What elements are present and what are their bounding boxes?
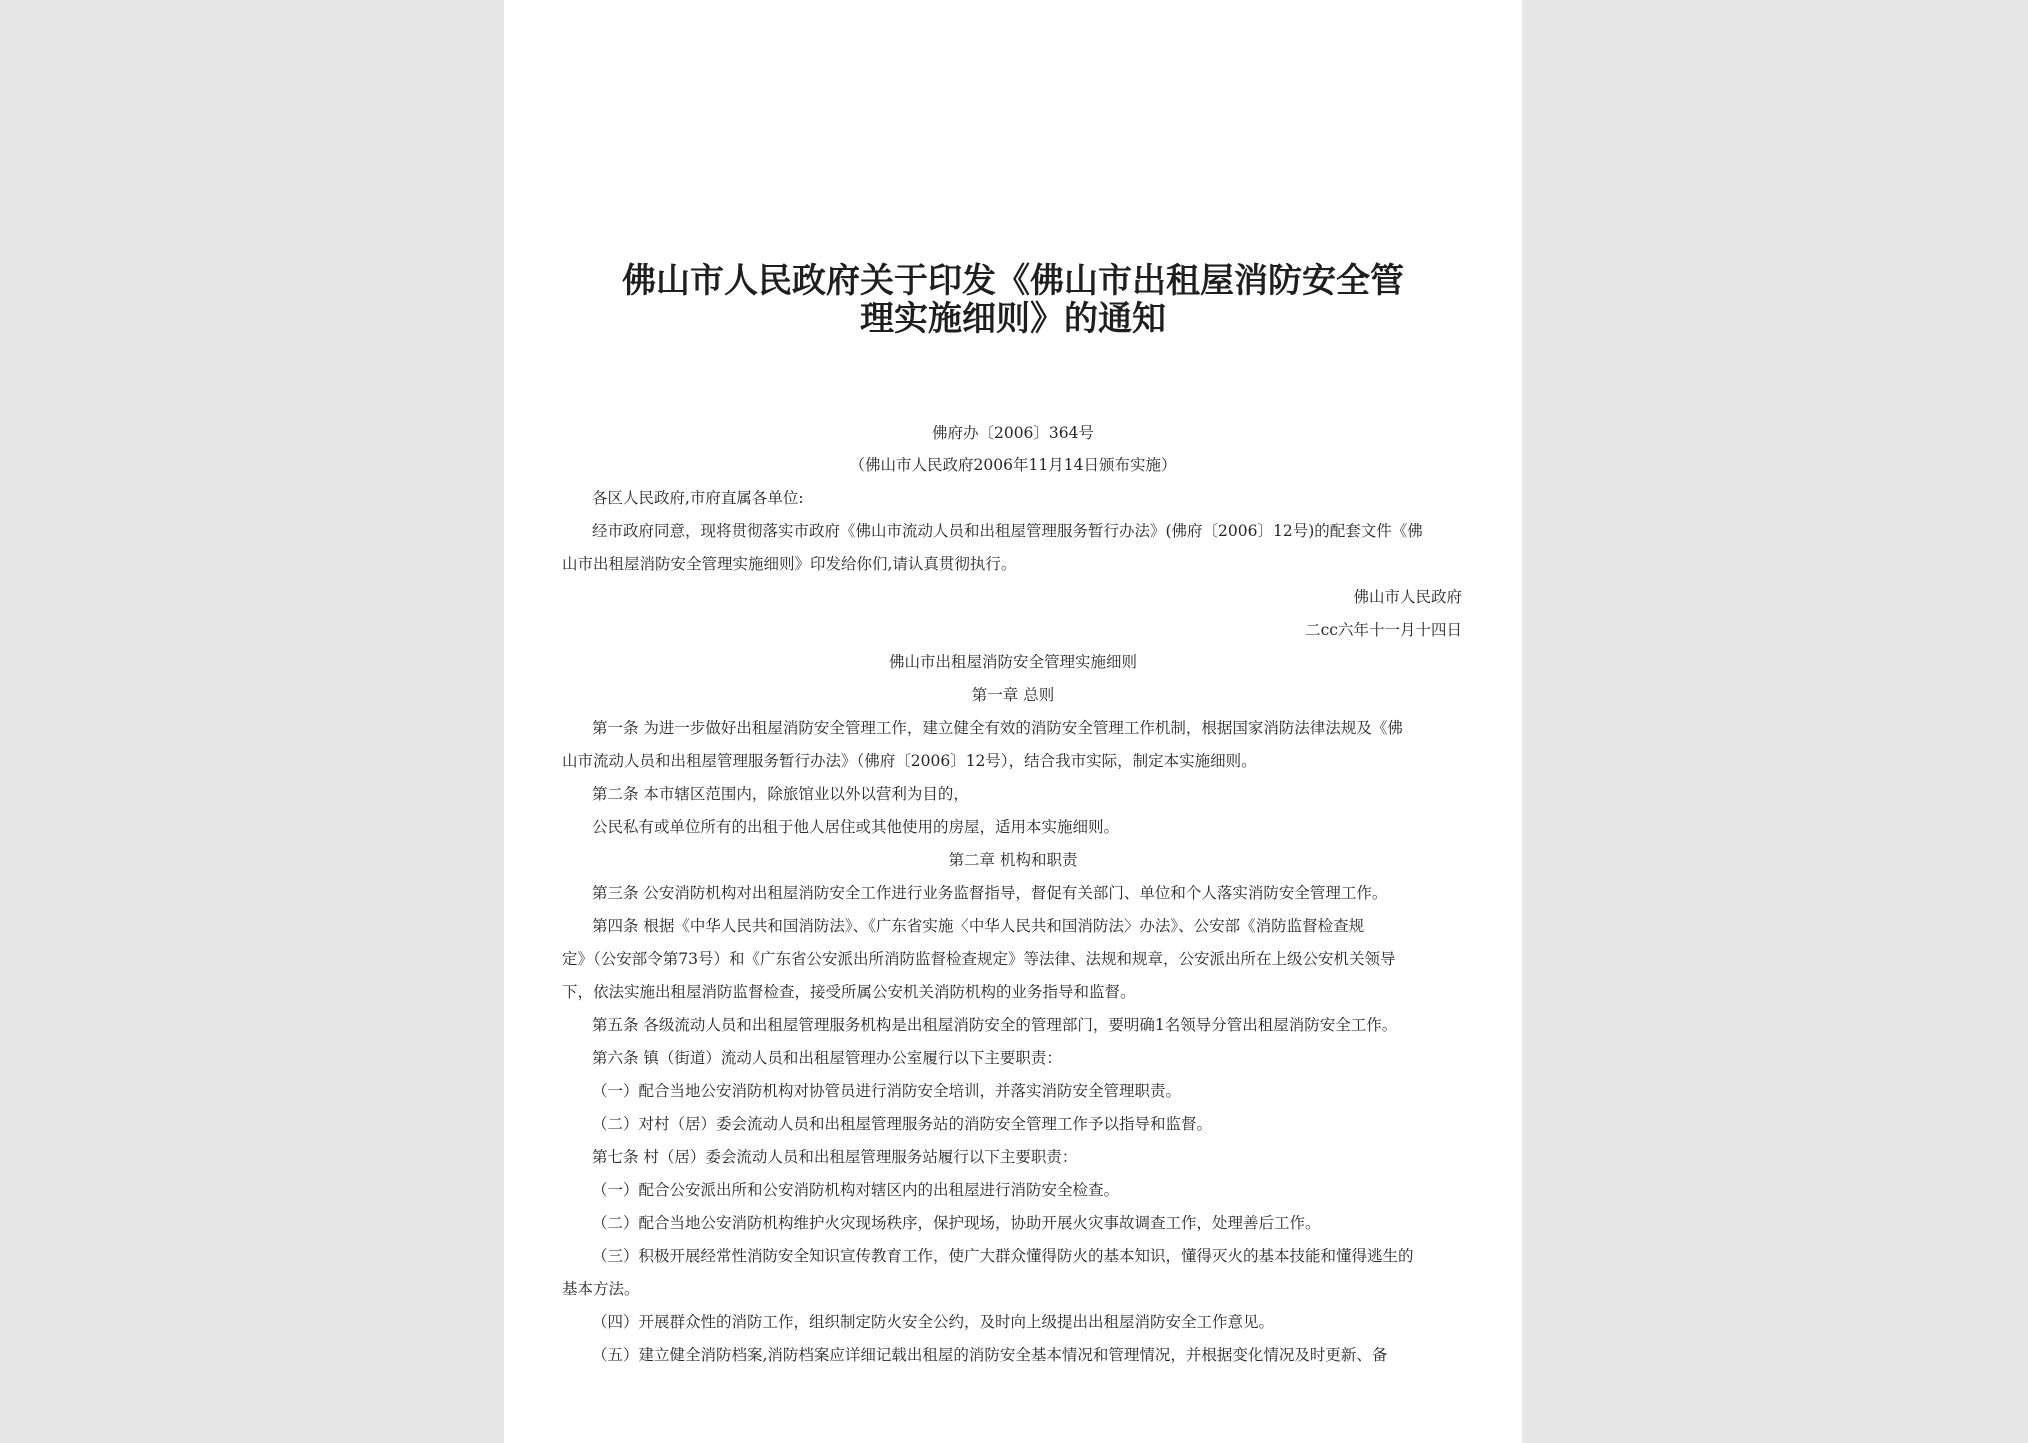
- article-4-line1: 第四条 根据《中华人民共和国消防法》、《广东省实施〈中华人民共和国消防法〉办法》、公安部《消防监督检查规: [592, 917, 1365, 935]
- article-7-item-3-line2: 基本方法。: [562, 1280, 640, 1298]
- article-4-line2: 定》（公安部令第73号）和《广东省公安派出所消防监督检查规定》等法律、法规和规章，公安派出所在上级公安机关领导: [562, 950, 1396, 968]
- document-title-line1: 佛山市人民政府关于印发《佛山市出租屋消防安全管: [622, 261, 1404, 301]
- article-2-line1: 第二条 本市辖区范围内，除旅馆业以外以营利为目的，: [592, 785, 969, 803]
- chapter-heading: 第一章 总则: [971, 686, 1055, 704]
- article-6-item-2: （二）对村（居）委会流动人员和出租屋管理服务站的消防安全管理工作予以指导和监督。: [592, 1115, 1213, 1133]
- article-4-line3: 下，依法实施出租屋消防监督检查，接受所属公安机关消防机构的业务指导和监督。: [562, 983, 1136, 1001]
- article-1-line1: 第一条 为进一步做好出租屋消防安全管理工作，建立健全有效的消防安全管理工作机制，根据国家消防法律法规及《佛: [592, 719, 1403, 737]
- article-7-item-1: （一）配合公安派出所和公安消防机构对辖区内的出租屋进行消防安全检查。: [592, 1181, 1120, 1199]
- intro-paragraph-line2: 山市出租屋消防安全管理实施细则》印发给你们,请认真贯彻执行。: [562, 555, 1017, 573]
- document-page: [504, 0, 1522, 1443]
- article-3: 第三条 公安消防机构对出租屋消防安全工作进行业务监督指导，督促有关部门、单位和个人落实消防安全管理工作。: [592, 884, 1388, 902]
- issue-note: （佛山市人民政府2006年11月14日颁布实施）: [849, 456, 1177, 474]
- signature-organization: 佛山市人民政府: [1353, 588, 1462, 606]
- rules-title: 佛山市出租屋消防安全管理实施细则: [888, 653, 1137, 671]
- article-7-item-3-line1: （三）积极开展经常性消防安全知识宣传教育工作，使广大群众懂得防火的基本知识，懂得灭火的基本技能和懂得逃生的: [592, 1247, 1414, 1265]
- article-7: 第七条 村（居）委会流动人员和出租屋管理服务站履行以下主要职责：: [592, 1148, 1078, 1166]
- article-2-line2: 公民私有或单位所有的出租于他人居住或其他使用的房屋，适用本实施细则。: [592, 818, 1120, 836]
- document-title-line2: 理实施细则》的通知: [860, 299, 1166, 339]
- article-7-item-2: （二）配合当地公安消防机构维护火灾现场秩序，保护现场，协助开展火灾事故调查工作，处理善后工作。: [592, 1214, 1321, 1232]
- article-7-item-5: （五）建立健全消防档案,消防档案应详细记载出租屋的消防安全基本情况和管理情况，并根据变化情况及时更新、备: [592, 1346, 1388, 1364]
- chapter-heading: 第二章 机构和职责: [948, 851, 1078, 869]
- article-6: 第六条 镇（街道）流动人员和出租屋管理办公室履行以下主要职责：: [592, 1049, 1062, 1067]
- signature-date: 二cc六年十一月十四日: [1305, 621, 1462, 639]
- article-7-item-4: （四）开展群众性的消防工作，组织制定防火安全公约，及时向上级提出出租屋消防安全工作意见。: [592, 1313, 1275, 1331]
- intro-paragraph-line1: 经市政府同意，现将贯彻落实市政府《佛山市流动人员和出租屋管理服务暂行办法》(佛府〔2006〕12号)的配套文件《佛: [592, 522, 1423, 540]
- salutation: 各区人民政府,市府直属各单位:: [592, 489, 804, 507]
- document-number: 佛府办〔2006〕364号: [931, 424, 1095, 442]
- article-5: 第五条 各级流动人员和出租屋管理服务机构是出租屋消防安全的管理部门，要明确1名领导分管出租屋消防安全工作。: [592, 1016, 1398, 1034]
- article-1-line2: 山市流动人员和出租屋管理服务暂行办法》（佛府〔2006〕12号），结合我市实际，制定本实施细则。: [562, 752, 1257, 770]
- article-6-item-1: （一）配合当地公安消防机构对协管员进行消防安全培训，并落实消防安全管理职责。: [592, 1082, 1182, 1100]
